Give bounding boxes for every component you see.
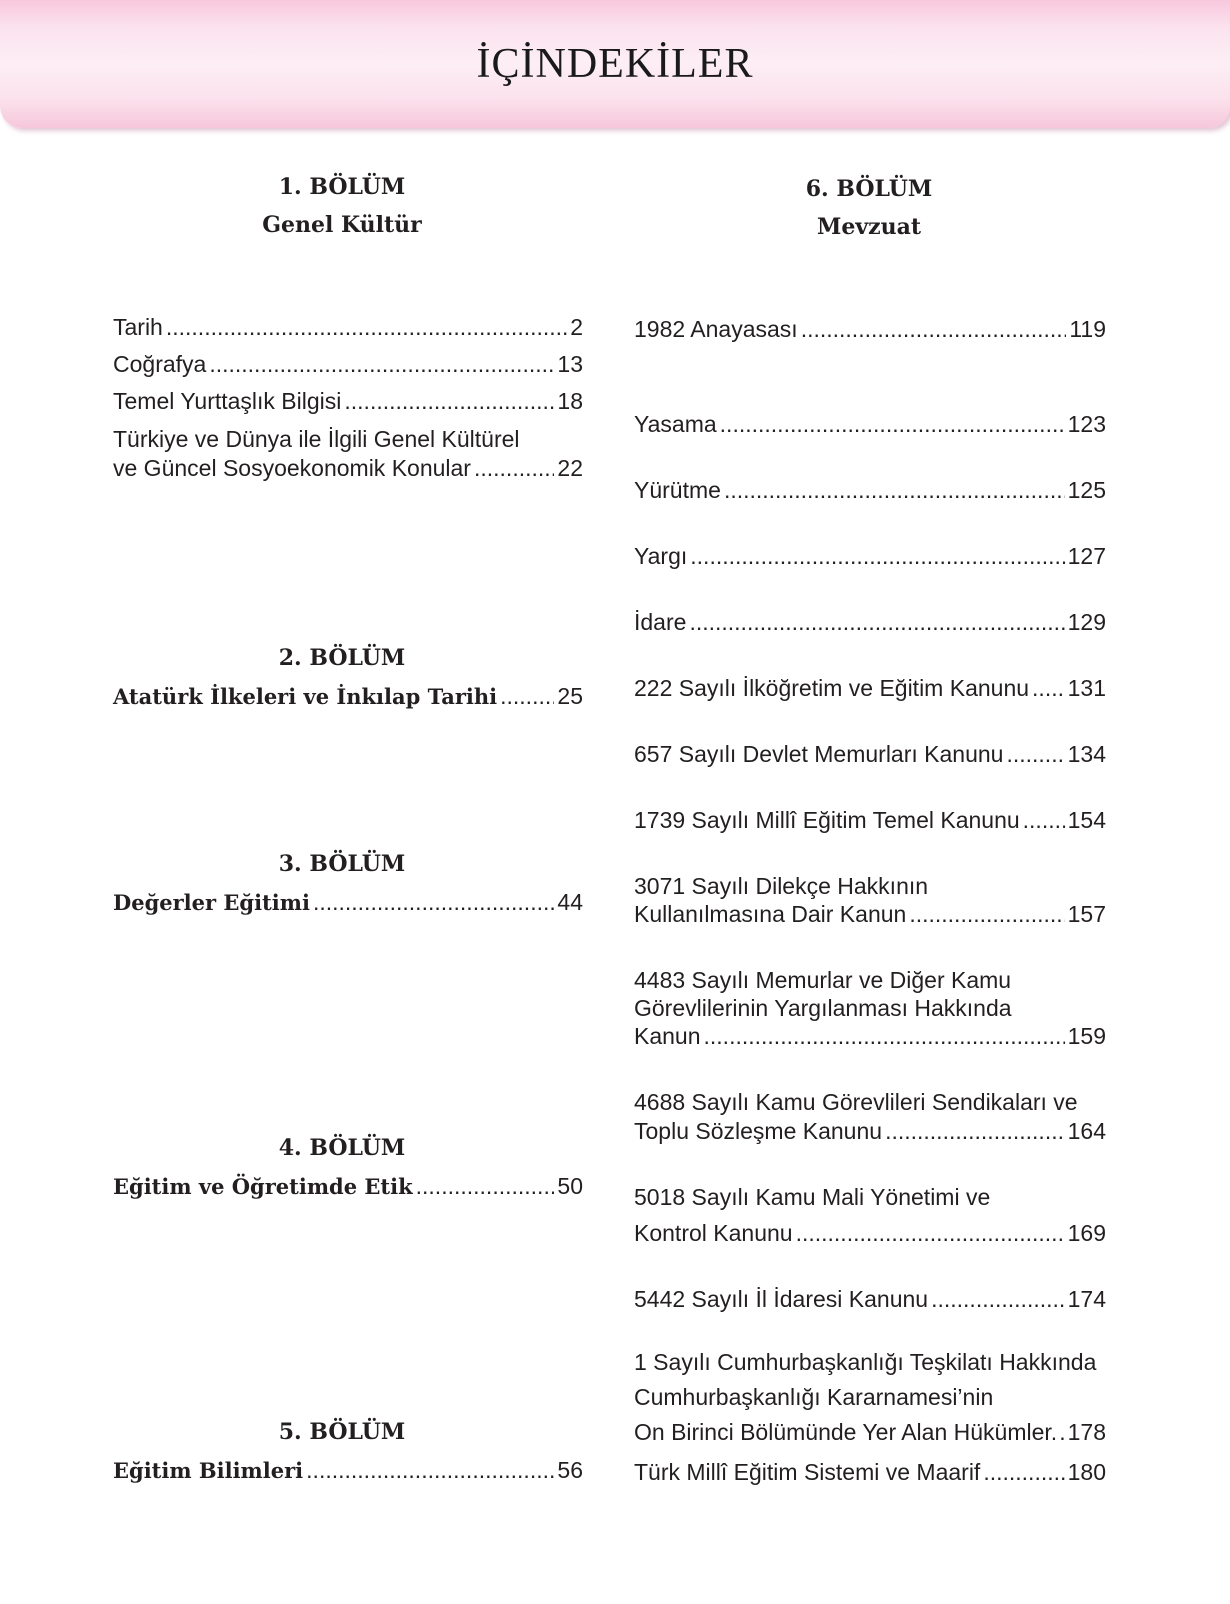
toc-entry-text: Türk Millî Eğitim Sistemi ve Maarif [634, 1459, 981, 1485]
toc-entry-line: 4688 Sayılı Kamu Görevlileri Sendikaları ve [634, 1089, 1078, 1115]
toc-entry-text: 222 Sayılı İlköğretim ve Eğitim Kanunu [634, 675, 1030, 701]
toc-entry-text: Coğrafya [113, 351, 207, 377]
toc-page-number: 164 [1067, 1118, 1106, 1144]
toc-entry-text: İdare [634, 609, 687, 635]
section-label: 1. BÖLÜM [278, 174, 406, 200]
dot-leader [344, 387, 554, 415]
toc-entry[interactable] [634, 1219, 1106, 1247]
toc-entry-text: ve Güncel Sosyoekonomik Konular [113, 455, 471, 481]
dot-leader [724, 476, 1065, 504]
dot-leader [885, 1117, 1065, 1145]
toc-page-number: 2 [570, 314, 583, 340]
toc-entry[interactable] [634, 900, 1106, 928]
toc-entry-text: On Birinci Bölümünde Yer Alan Hükümler. [634, 1419, 1058, 1445]
toc-entry-line: 4483 Sayılı Memurlar ve Diğer Kamu [634, 967, 1012, 993]
toc-entry[interactable] [113, 1456, 583, 1485]
section-3-heading [102, 845, 582, 883]
dot-leader [209, 350, 554, 378]
dot-leader [720, 410, 1065, 438]
toc-entry[interactable] [634, 315, 1106, 343]
toc-entry-text: Değerler Eğitimi [113, 890, 310, 915]
toc-entry-line: Türkiye ve Dünya ile İlgili Genel Kültürel [113, 426, 520, 452]
dot-leader [1032, 674, 1065, 702]
toc-entry[interactable] [634, 1022, 1106, 1050]
toc-entry-text: Yürütme [634, 477, 721, 503]
toc-page-number: 134 [1067, 741, 1106, 767]
section-label: 2. BÖLÜM [278, 645, 406, 671]
toc-entry[interactable] [634, 806, 1106, 834]
toc-entry[interactable] [634, 674, 1106, 702]
toc-page-number: 50 [557, 1173, 583, 1199]
toc-entry[interactable] [113, 1172, 583, 1201]
toc-entry-text: Atatürk İlkeleri ve İnkılap Tarihi [113, 684, 498, 709]
toc-page-number: 22 [557, 455, 583, 481]
dot-leader [416, 1172, 555, 1200]
toc-entry[interactable] [113, 387, 583, 415]
dot-leader [474, 454, 554, 482]
toc-entry[interactable] [113, 313, 583, 341]
toc-entry-text: Yargı [634, 543, 688, 569]
toc-entry[interactable] [113, 888, 583, 917]
toc-page-number: 119 [1069, 316, 1106, 342]
toc-page-number: 13 [557, 351, 583, 377]
section-4-heading [102, 1129, 582, 1167]
dot-leader [313, 888, 554, 916]
section-label: 6. BÖLÜM [805, 176, 933, 202]
toc-entry-text: Eğitim ve Öğretimde Etik [113, 1174, 413, 1199]
toc-page-number: 178 [1067, 1419, 1106, 1445]
toc-entry-line: 3071 Sayılı Dilekçe Hakkının [634, 873, 929, 899]
toc-entry-text: 1982 Anayasası [634, 316, 798, 342]
toc-entry[interactable] [113, 454, 583, 482]
toc-page-number: 127 [1067, 543, 1106, 569]
dot-leader [1006, 740, 1064, 768]
section-label: 5. BÖLÜM [278, 1419, 406, 1445]
toc-entry-line: 1 Sayılı Cumhurbaşkanlığı Teşkilatı Hakkında [634, 1349, 1097, 1375]
dot-leader [306, 1456, 554, 1484]
toc-entry-text: 657 Sayılı Devlet Memurları Kanunu [634, 741, 1004, 767]
section-title: Genel Kültür [262, 212, 422, 238]
dot-leader [166, 313, 567, 341]
toc-page-number: 123 [1067, 411, 1106, 437]
section-5-heading [102, 1413, 582, 1451]
page-title: İÇİNDEKİLER [476, 41, 754, 87]
section-label: 4. BÖLÜM [278, 1135, 406, 1161]
toc-entry-line: Görevlilerinin Yargılanması Hakkında [634, 995, 1012, 1021]
toc-entry-text: 1739 Sayılı Millî Eğitim Temel Kanunu [634, 807, 1020, 833]
toc-entry-text: Kullanılmasına Dair Kanun [634, 901, 907, 927]
toc-page-number: 56 [557, 1457, 583, 1483]
toc-entry-text: Eğitim Bilimleri [113, 1458, 304, 1483]
toc-entry[interactable] [113, 682, 583, 711]
toc-page-number: 18 [557, 388, 583, 414]
toc-entry[interactable] [634, 410, 1106, 438]
toc-page-number: 157 [1067, 901, 1106, 927]
dot-leader [801, 315, 1067, 343]
toc-entry[interactable] [634, 1418, 1106, 1446]
toc-page-number: 174 [1067, 1286, 1106, 1312]
toc-page-number: 25 [557, 683, 583, 709]
toc-entry-line: 5018 Sayılı Kamu Mali Yönetimi ve [634, 1184, 991, 1210]
dot-leader [983, 1458, 1064, 1486]
dot-leader [690, 542, 1064, 570]
dot-leader [931, 1285, 1065, 1313]
toc-entry[interactable] [634, 1117, 1106, 1145]
toc-page-number: 125 [1067, 477, 1106, 503]
toc-entry-text: Tarih [113, 314, 163, 340]
toc-entry-line: Cumhurbaşkanlığı Kararnamesi’nin [634, 1384, 994, 1410]
dot-leader [909, 900, 1064, 928]
dot-leader [500, 682, 554, 710]
toc-page-number: 44 [557, 889, 583, 915]
toc-entry-text: Toplu Sözleşme Kanunu [634, 1118, 883, 1144]
section-2-heading [102, 639, 582, 677]
toc-page-number: 129 [1067, 609, 1106, 635]
toc-page-number: 159 [1067, 1023, 1106, 1049]
section-1-heading [102, 168, 582, 244]
toc-entry[interactable] [634, 542, 1106, 570]
dot-leader [689, 608, 1064, 636]
toc-entry[interactable] [634, 1458, 1106, 1486]
toc-entry-text: Kanun [634, 1023, 701, 1049]
toc-page-number: 154 [1067, 807, 1106, 833]
toc-entry-text: Yasama [634, 411, 717, 437]
toc-entry[interactable] [634, 608, 1106, 636]
toc-entry-text: 5442 Sayılı İl İdaresi Kanunu [634, 1286, 929, 1312]
toc-page-number: 131 [1067, 675, 1106, 701]
dot-leader [704, 1022, 1065, 1050]
section-title: Mevzuat [816, 214, 922, 240]
toc-entry-text: Temel Yurttaşlık Bilgisi [113, 388, 342, 414]
toc-entry-text: Kontrol Kanunu [634, 1220, 793, 1246]
toc-entry[interactable] [634, 476, 1106, 504]
section-label: 3. BÖLÜM [278, 851, 406, 877]
toc-page-number: 180 [1067, 1459, 1106, 1485]
dot-leader [796, 1219, 1065, 1247]
toc-entry[interactable] [634, 1285, 1106, 1313]
toc-entry[interactable] [634, 740, 1106, 768]
dot-leader [1059, 1418, 1065, 1446]
toc-entry[interactable] [113, 350, 583, 378]
toc-page-number: 169 [1067, 1220, 1106, 1246]
section-6-heading [629, 170, 1109, 246]
dot-leader [1023, 806, 1065, 834]
